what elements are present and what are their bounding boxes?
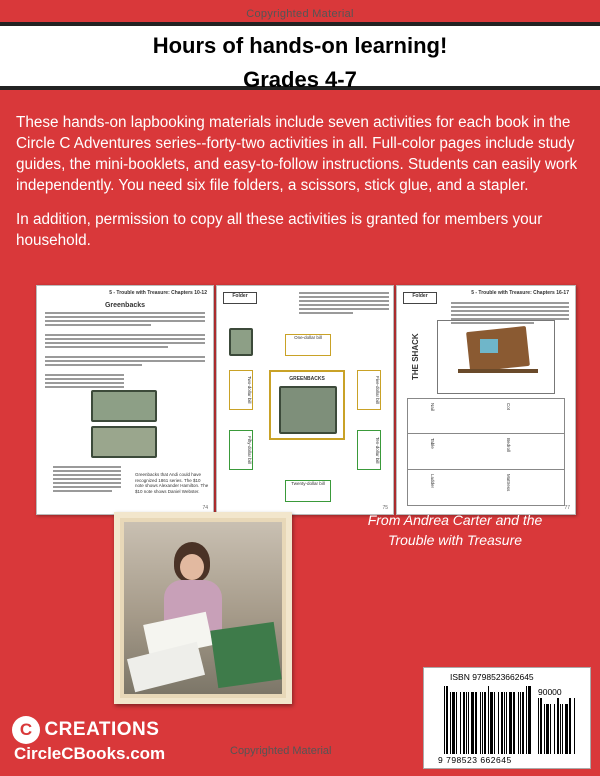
barcode-bar xyxy=(565,704,568,754)
sample-page-heading: Greenbacks xyxy=(104,302,146,309)
barcode-bar xyxy=(540,698,542,754)
barcode-bar xyxy=(560,704,561,754)
price-code: 90000 xyxy=(538,687,562,697)
barcode-bar xyxy=(494,692,495,754)
barcode-bar xyxy=(504,692,505,754)
bill-caption: Greenbacks that Andi could have recognized 1861 series. The $10 note shows Alexander Hamilton. The $10 note shows Daniel Webster. xyxy=(135,472,209,494)
barcode-bar xyxy=(506,692,507,754)
instructions-text xyxy=(299,290,389,316)
barcode-bar xyxy=(526,686,527,754)
barcode-addon-bars xyxy=(538,698,580,754)
barcode-bar xyxy=(544,704,545,754)
hex-center-panel xyxy=(269,370,345,440)
child-photo xyxy=(114,512,292,704)
barcode-bar xyxy=(480,692,481,754)
barcode-bar xyxy=(520,692,521,754)
creations-logo xyxy=(12,716,159,744)
center-bill-image xyxy=(279,386,337,434)
greenback-bill-image-1 xyxy=(91,390,157,422)
sample-caption-line-1: From Andrea Carter and the xyxy=(367,512,543,528)
barcode-bar xyxy=(498,692,499,754)
barcode-bar xyxy=(557,698,559,754)
barcode-bar xyxy=(538,698,539,754)
sample-page-shack xyxy=(396,285,576,515)
barcode-bar xyxy=(488,686,489,754)
barcode-bar xyxy=(522,692,524,754)
headline-banner xyxy=(0,22,600,90)
table-row: Ladder Mattress xyxy=(407,470,565,506)
barcode-bar xyxy=(569,698,571,754)
logo-text: CREATIONS xyxy=(44,719,160,740)
barcode-bar xyxy=(484,692,486,754)
sample-page-greenbacks xyxy=(36,285,214,515)
website-url: CircleCBooks.com xyxy=(14,744,166,763)
page-number: 77 xyxy=(564,505,570,511)
barcode-bar xyxy=(460,692,461,754)
hex-panel-right-bottom: Ten-dollar bill xyxy=(357,430,381,470)
barcode-bar xyxy=(456,692,457,754)
folder-label: Folder xyxy=(223,292,257,304)
barcode-number: 9 798523 662645 xyxy=(438,755,512,765)
barcode-bar xyxy=(471,692,474,754)
intro-paragraph-2: In addition, permission to copy all these activities is granted for members your household. xyxy=(16,211,543,249)
copyright-watermark-top: Copyrighted Material xyxy=(246,8,354,20)
greenback-bill-image-2 xyxy=(91,426,157,458)
sample-page-text-block xyxy=(37,312,213,388)
sample-caption xyxy=(330,510,580,550)
hex-panel-left-top: Two-dollar bill xyxy=(229,370,253,410)
logo-c-mark: C xyxy=(12,716,40,744)
barcode-bar xyxy=(562,704,563,754)
barcode-main-bars xyxy=(444,686,532,754)
barcode-bar xyxy=(482,692,483,754)
hex-panel-top: One-dollar bill xyxy=(285,334,331,356)
page-number: 74 xyxy=(202,505,208,511)
barcode-bar xyxy=(513,692,515,754)
barcode-bar xyxy=(452,692,455,754)
shack-items-table xyxy=(407,398,565,506)
headline-line-1: Hours of hands-on learning! xyxy=(152,33,448,58)
barcode-bar xyxy=(444,686,445,754)
barcode-bar xyxy=(450,692,451,754)
shack-side-label: THE SHACK xyxy=(411,333,420,381)
barcode-bar xyxy=(501,692,503,754)
barcode-bar xyxy=(446,686,448,754)
barcode-bar xyxy=(574,698,575,754)
shack-illustration xyxy=(437,320,555,394)
isbn-text: ISBN 9798523662645 xyxy=(450,672,534,682)
page-number: 75 xyxy=(382,505,388,511)
intro-paragraph-1: These hands-on lapbooking materials include seven activities for each book in the Circle C Adventures series--forty-two activities in all. Full-color pages include study guides, the mini-booklets, and easy-to-follow instructions. Students can easily work independently. You need six file folders, a scissors, stick glue, and a stapler. xyxy=(16,114,578,194)
barcode-bar xyxy=(466,692,467,754)
barcode-box xyxy=(423,667,591,769)
intro-text xyxy=(16,112,586,251)
table-row: Table Bedroll xyxy=(407,434,565,470)
photo-scene xyxy=(124,522,282,694)
barcode-bar xyxy=(546,704,549,754)
headline-line-2: Grades 4-7 xyxy=(243,67,357,92)
barcode-bar xyxy=(468,692,469,754)
copyright-watermark-bottom: Copyrighted Material xyxy=(230,745,332,757)
hex-center-label: GREENBACKS xyxy=(289,376,325,382)
sample-caption-line-2: Trouble with Treasure xyxy=(387,532,523,548)
barcode-bar xyxy=(554,704,555,754)
hex-panel-right-top: Five-dollar bill xyxy=(357,370,381,410)
hex-panel-left-bottom: Fifty-dollar bill xyxy=(229,430,253,470)
hex-panel-bottom: Twenty-dollar bill xyxy=(285,480,331,502)
barcode-bar xyxy=(463,692,465,754)
folder-label: Folder xyxy=(403,292,437,304)
sample-page-text-lower xyxy=(45,464,129,494)
sample-page-title: 5 - Trouble with Treasure: Chapters 10-12 xyxy=(109,290,207,296)
barcode-bar xyxy=(475,692,477,754)
barcode-bar xyxy=(550,704,551,754)
table-row: Nail Cot xyxy=(407,398,565,434)
sample-page-title: 5 - Trouble with Treasure: Chapters 16-17 xyxy=(471,290,569,296)
barcode-bar xyxy=(490,692,493,754)
small-bill-image xyxy=(229,328,253,356)
barcode-bar xyxy=(509,692,512,754)
sample-page-hexagon-booklet xyxy=(216,285,394,515)
barcode-bar xyxy=(518,692,519,754)
barcode-bar xyxy=(528,686,531,754)
